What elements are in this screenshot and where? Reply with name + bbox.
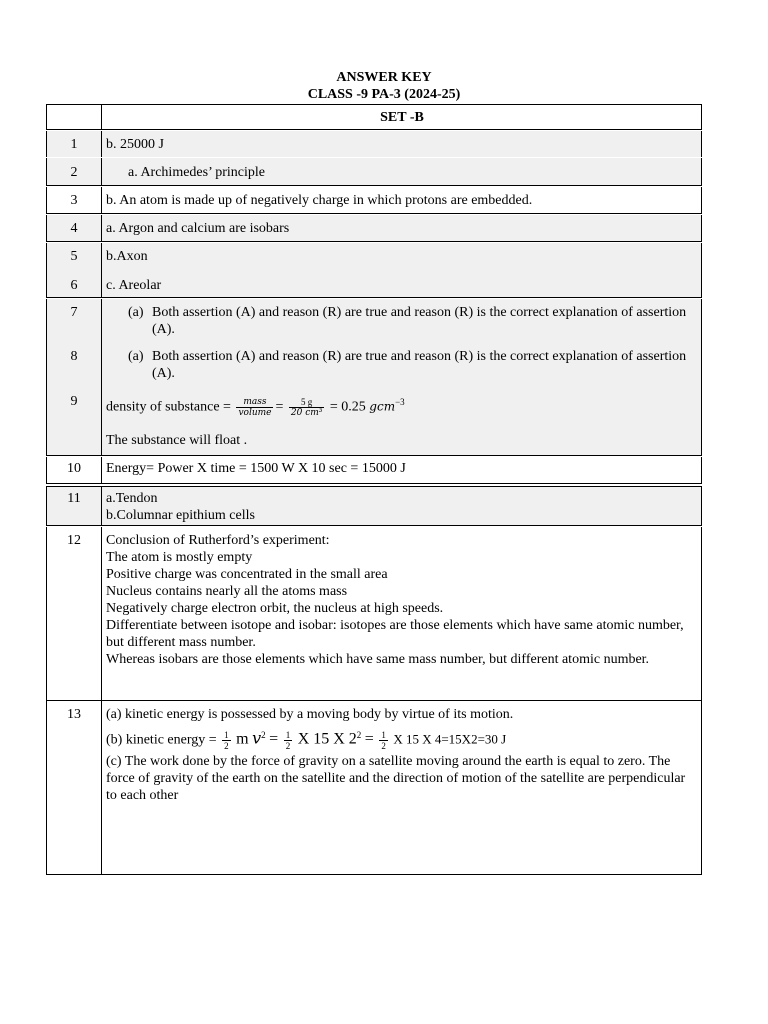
table-row [46, 701, 702, 875]
formula-mass: m [236, 730, 249, 748]
question-number: 2 [70, 165, 78, 180]
answer-line: a.Tendon [106, 491, 158, 506]
table-row [46, 527, 702, 701]
table-row [46, 343, 702, 388]
answer-line: (c) The work done by the force of gravity on a satellite moving around the earth is equal to zero. The force of gravity of the earth on the satellite and the direction of motion of the satellite are perpendicular to each other [106, 753, 686, 803]
question-number: 10 [67, 461, 81, 476]
table-row [46, 187, 702, 214]
set-header-row [46, 104, 702, 130]
table-row [46, 457, 702, 484]
answer-text [106, 532, 696, 668]
question-number: 3 [70, 193, 78, 208]
formula-unit-exponent: −3 [395, 397, 405, 407]
formula-tail: X 15 X 4=15X2=30 J [393, 731, 507, 747]
formula-prefix: density of substance = [106, 399, 231, 415]
answer-text: a. Archimedes’ principle [128, 165, 265, 180]
table-row [46, 486, 702, 526]
page-title: ANSWER KEY [336, 70, 432, 85]
formula-prefix: (b) kinetic energy = [106, 732, 217, 748]
fraction-denominator: 20 cm³ [290, 407, 323, 418]
fraction-denominator: volume [238, 407, 272, 418]
question-number: 13 [67, 707, 81, 722]
answer-line: Differentiate between isotope and isobar: isotopes are those elements which have same atomic number, but different mass number. [106, 618, 684, 650]
set-label: SET -B [380, 110, 424, 125]
question-number: 1 [70, 137, 78, 152]
fraction-half: $\frac{1}{2}$ [285, 729, 291, 751]
formula-result: = 0.25 [329, 399, 366, 415]
question-number: 11 [67, 491, 81, 506]
answer-text: b. An atom is made up of negatively charge in which protons are embedded. [106, 193, 533, 208]
table-row [46, 388, 702, 456]
formula-middle: X 15 X 2 [297, 730, 357, 748]
answer-text [106, 348, 696, 382]
answer-line: (a) kinetic energy is possessed by a moving body by virtue of its motion. [106, 707, 514, 722]
class-subtitle: CLASS -9 PA-3 (2024-25) [307, 87, 461, 102]
answer-line: Negatively charge electron orbit, the nucleus at high speeds. [106, 601, 444, 616]
answer-line: Conclusion of Rutherford’s experiment: [106, 533, 330, 548]
question-number: 5 [70, 249, 78, 264]
table-row [46, 215, 702, 242]
answer-text: b. 25000 J [106, 137, 164, 152]
fraction-mass-volume [236, 397, 273, 418]
fraction-numerator: mass [236, 397, 273, 408]
answer-text: b.Axon [106, 249, 148, 264]
answer-body: Both assertion (A) and reason (R) are true and reason (R) is the correct explanation of assertion (A). [152, 349, 687, 381]
table-row [46, 131, 702, 157]
answer-body: Both assertion (A) and reason (R) are true and reason (R) is the correct explanation of assertion (A). [152, 305, 687, 337]
table-row [46, 158, 702, 186]
question-number: 7 [70, 305, 78, 320]
answer-label: (a) [128, 305, 144, 320]
answer-label: (a) [128, 349, 144, 364]
answer-text: a. Argon and calcium are isobars [106, 221, 290, 236]
answer-line: Whereas isobars are those elements which have same mass number, but different atomic number. [106, 652, 650, 667]
formula-unit: gcm [369, 399, 396, 414]
table-row [46, 299, 702, 343]
fraction-half: $\frac{1}{2}$ [224, 729, 229, 751]
answer-line: Positive charge was concentrated in the small area [106, 567, 388, 582]
table-row [46, 271, 702, 298]
density-formula: density of substance = $\frac{\text{mass}}{\text{volume}}$ = $\frac{5 g}{\text{20 cm³}}$ = 0.25 gcm$^{-3}$ [106, 396, 405, 418]
answer-text: Energy= Power X time = 1500 W X 10 sec = 15000 J [106, 461, 406, 476]
question-number: 9 [70, 394, 78, 409]
answer-line: b.Columnar epithium cells [106, 508, 255, 523]
question-number: 6 [70, 278, 78, 293]
answer-text [106, 490, 696, 524]
answer-text: c. Areolar [106, 278, 162, 293]
fraction-values [289, 397, 325, 418]
formula-velocity: v [252, 728, 262, 748]
table-row [46, 243, 702, 271]
question-number: 12 [67, 533, 81, 548]
fraction-numerator: 5 g [289, 397, 325, 408]
fraction-half: $\frac{1}{2}$ [381, 729, 386, 751]
answer-text: The substance will float . [106, 433, 248, 448]
kinetic-energy-formula: (b) kinetic energy = $\frac{1}{2}$ m $v^2$ = $\frac{1}{2}$ X 15 X $2^2$ = $\frac{1}{2}$ X 15 X 4=15X2=30 J [106, 728, 507, 751]
answer-text [106, 706, 696, 804]
answer-line: Nucleus contains nearly all the atoms mass [106, 584, 348, 599]
answer-line: The atom is mostly empty [106, 550, 253, 565]
answer-text [106, 304, 696, 338]
question-number: 8 [70, 349, 78, 364]
question-number: 4 [70, 221, 78, 236]
